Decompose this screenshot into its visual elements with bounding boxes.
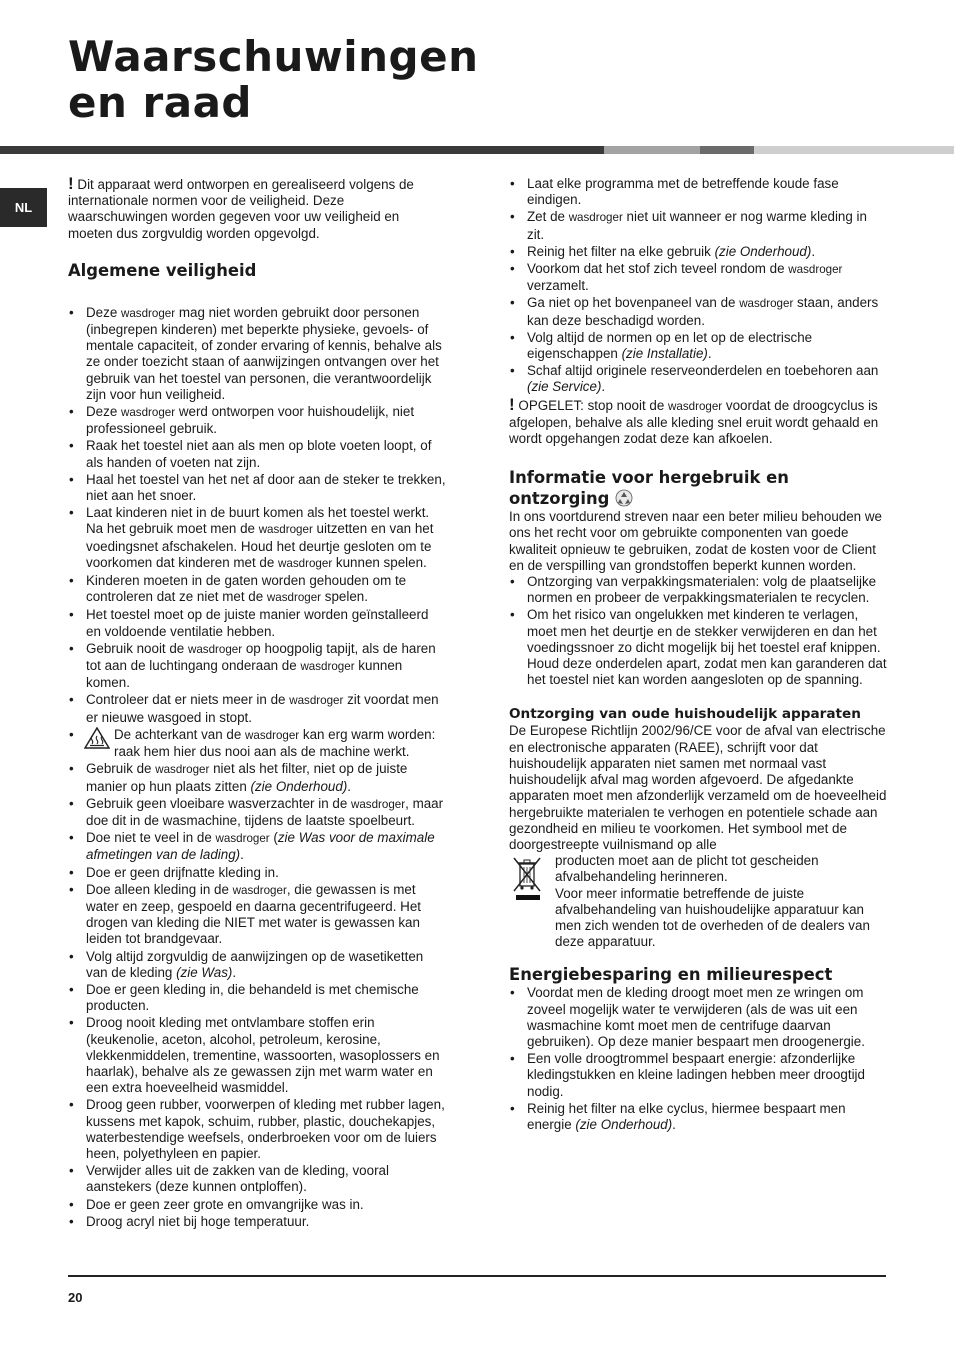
recycling-intro: In ons voortdurend streven naar een beter milieu behouden we ons het recht voor om gebruikte componenten van goede kwaliteit opnieuw te gebruiken, zodat de kosten voor de Client en de verspilling van grondstoffen beperkt kunnen worden. <box>509 509 882 573</box>
list-item: • Controleer dat er niets meer in de wasdroger zit voordat men er nieuwe wasgoed in stopt. <box>68 692 446 725</box>
list-item: • Volg altijd de normen op en let op de electrische eigenschappen (zie Installatie). <box>509 330 887 362</box>
safety-list-continued <box>68 761 446 1230</box>
safety-list <box>68 305 446 760</box>
list-item: • Droog geen rubber, voorwerpen of kleding met rubber lagen, kussens met kapok, schuim, rubber, plastic, douchekapjes, waterbestendige weefsels, onderbroeken voor om de luiers heen, polyethyleen en papier. <box>68 1097 446 1162</box>
list-item: • Voordat men de kleding droogt moet men ze wringen om zoveel mogelijk water te verwijderen (als de was uit een wasmachine komt moet men de centrifuge daarvan gebruiken). Op deze manier bespaart men droogenergie. <box>509 985 887 1050</box>
language-tab: NL <box>0 188 47 227</box>
list-item: • Het toestel moet op de juiste manier worden geïnstalleerd en voldoende ventilatie hebben. <box>68 607 446 639</box>
list-item: • Raak het toestel niet aan als men op blote voeten loopt, of als handen of voeten nat zijn. <box>68 438 446 470</box>
list-item: • Verwijder alles uit de zakken van de kleding, vooral aanstekers (deze kunnen ontploffen). <box>68 1163 446 1195</box>
list-item: • Voorkom dat het stof zich teveel rondom de wasdroger verzamelt. <box>509 261 887 294</box>
title-line-2: en raad <box>68 78 252 127</box>
recycling-list <box>509 574 887 688</box>
list-item: • Deze wasdroger werd ontworpen voor huishoudelijk, niet professioneel gebruik. <box>68 404 446 437</box>
energy-list <box>509 985 887 1133</box>
list-item: • Droog nooit kleding met ontvlambare stoffen erin (keukenolie, aceton, alcohol, petroleum, kerosine, vlekkenmiddelen, trementine, wassoorten, wasoplossers en haarlak), behalve als ze gewassen zijn met warm water en een extra hoeveelheid wasmiddel. <box>68 1015 446 1096</box>
list-item: • Doe er geen zeer grote en omvangrijke was in. <box>68 1197 446 1213</box>
hot-surface-line2: raak hem hier dus nooi aan als de machine werkt. <box>114 744 410 760</box>
crossed-out-bin-icon <box>511 855 543 903</box>
list-item: • Gebruik nooit de wasdroger op hoogpolig tapijt, als de haren tot aan de luchtingang onderaan de wasdroger kunnen komen. <box>68 641 446 692</box>
right-column <box>509 176 887 1134</box>
list-item: • Doe er geen drijfnatte kleding in. <box>68 865 446 881</box>
list-item: • Laat elke programma met de betreffende koude fase eindigen. <box>509 176 887 208</box>
disposal-symbol-block <box>509 853 887 950</box>
safety-heading: Algemene veiligheid <box>68 260 257 280</box>
hot-surface-warning-icon <box>84 727 110 749</box>
bin-text-2: Voor meer informatie betreffende de juiste afvalbehandeling van huishoudelijke apparatuur kan men zich wenden tot de overheden of de dealers van deze apparatuur. <box>555 885 870 950</box>
list-item: • Gebruik geen vloeibare wasverzachter in de wasdroger, maar doe dit in de wasmachine, tijdens de laatste spoelbeurt. <box>68 796 446 829</box>
energy-heading: Energiebesparing en milieurespect <box>509 965 833 985</box>
list-item: • Gebruik de wasdroger niet als het filter, niet op de juiste manier op hun plaats zitten (zie Onderhoud). <box>68 761 446 794</box>
list-item: • Haal het toestel van het net af door aan de steker te trekken, niet aan het snoer. <box>68 472 446 504</box>
list-item: • Laat kinderen niet in de buurt komen als het toestel werkt. Na het gebruik moet men de wasdroger uitzetten en van het voedingsnet afschakelen. Houd het deurtje gesloten om te voorkomen dat kinderen met de wasdroger kunnen spelen. <box>68 505 446 572</box>
list-item: • Schaf altijd originele reserveonderdelen en toebehoren aan (zie Service). <box>509 363 887 395</box>
bin-text-1: producten moet aan de plicht tot gescheiden afvalbehandeling herinneren. <box>555 853 819 885</box>
caution-paragraph: ! OPGELET: stop nooit de wasdroger voordat de droogcyclus is afgelopen, behalve als alle kleding snel eruit wordt gehaald en wordt opgehangen zodat deze kan afkoelen. <box>509 394 879 447</box>
intro-exclamation: ! <box>68 174 74 193</box>
list-item: • Om het risico van ongelukken met kinderen te verlagen, moet men het deurtje en de stekker verwijderen en dan het voedingssnoer zo dicht mogelijk bij het toestel eraf knippen. Houd deze onderdelen apart, zodat men kan garanderen dat het toestel niet kan worden aangesloten op de spanning. <box>509 607 887 688</box>
list-item: • Droog acryl niet bij hoge temperatuur. <box>68 1214 446 1230</box>
hot-surface-item: • De achterkant van de wasdroger kan erg warm worden: raak hem hier dus nooi aan als de machine werkt. <box>68 727 446 760</box>
list-item: • Doe er geen kleding in, die behandeld is met chemische producten. <box>68 982 446 1014</box>
footer-rule <box>68 1275 886 1277</box>
list-item: • Doe niet te veel in de wasdroger (zie Was voor de maximale afmetingen van de lading). <box>68 830 446 863</box>
list-item: • Volg altijd zorgvuldig de aanwijzingen op de wasetiketten van de kleding (zie Was). <box>68 949 446 981</box>
list-item: • Kinderen moeten in de gaten worden gehouden om te controleren dat ze niet met de wasdroger spelen. <box>68 573 446 606</box>
recycle-icon <box>615 489 633 507</box>
header-band-dark <box>0 146 604 154</box>
intro-paragraph <box>68 176 446 242</box>
list-item: • Ga niet op het bovenpaneel van de wasdroger staan, anders kan deze beschadigd worden. <box>509 295 887 328</box>
list-item: • Ontzorging van verpakkingsmaterialen: volg de plaatselijke normen en probeer de verpakkingsmaterialen te recyclen. <box>509 574 887 606</box>
title-line-1: Waarschuwingen <box>68 32 479 81</box>
list-item: • Een volle droogtrommel bespaart energie: afzonderlijke kledingstukken en kleine ladingen hebben meer droogtijd nodig. <box>509 1051 887 1100</box>
disposal-text: De Europese Richtlijn 2002/96/CE voor de afval van electrische en electronische apparaten (RAEE), schrijft voor dat huishoudelijk apparaten niet samen met normaal vast huishoudelijk afval mag worden afgevoerd. De afgedankte apparaten moet men afzonderlijk verzameld om de hoeveelheid hergebruikte materialen te verhogen en potentiele schade aan gezondheid en milieu te voorkomen. Het symbool met de doorgestreepte vuilnismand op alle <box>509 723 887 852</box>
usage-list <box>509 176 887 396</box>
list-item: • Deze wasdroger mag niet worden gebruikt door personen (inbegrepen kinderen) met beperkte physieke, gevoels- of mentale capaciteit, of zonder ervaring of kennis, behalve als ze onder toezicht staan of aanwijzingen ontvangen over het gebruik van het toestel van personen, die verantwoordelijk zijn voor hun veiligheid. <box>68 305 446 403</box>
list-item: • Reinig het filter na elke gebruik (zie Onderhoud). <box>509 244 887 260</box>
list-item: • Reinig het filter na elke cyclus, hiermee bespaart men energie (zie Onderhoud). <box>509 1101 887 1133</box>
header-band-grey <box>604 146 700 154</box>
disposal-heading: Ontzorging van oude huishoudelijk apparaten <box>509 706 861 723</box>
list-item: • Zet de wasdroger niet uit wanneer er nog warme kleding in zit. <box>509 209 887 242</box>
intro-text: Dit apparaat werd ontworpen en gerealiseerd volgens de internationale normen voor de veiligheid. Deze waarschuwingen worden gegeven voor uw veiligheid en moeten dus zorgvuldig worden opgevolgd. <box>68 177 414 241</box>
left-column <box>68 176 446 1231</box>
recycling-heading: Informatie voor hergebruik en ontzorging <box>509 468 789 509</box>
header-band-mid <box>700 146 754 154</box>
header-band-light <box>754 146 954 154</box>
page-number: 20 <box>68 1290 83 1305</box>
list-item: • Doe alleen kleding in de wasdroger, die gewassen is met water en zeep, gespoeld en daarna gecentrifugeerd. Het drogen van kleding die NIET met water is gewassen kan leiden tot brandgevaar. <box>68 882 446 948</box>
page-title <box>68 34 478 126</box>
